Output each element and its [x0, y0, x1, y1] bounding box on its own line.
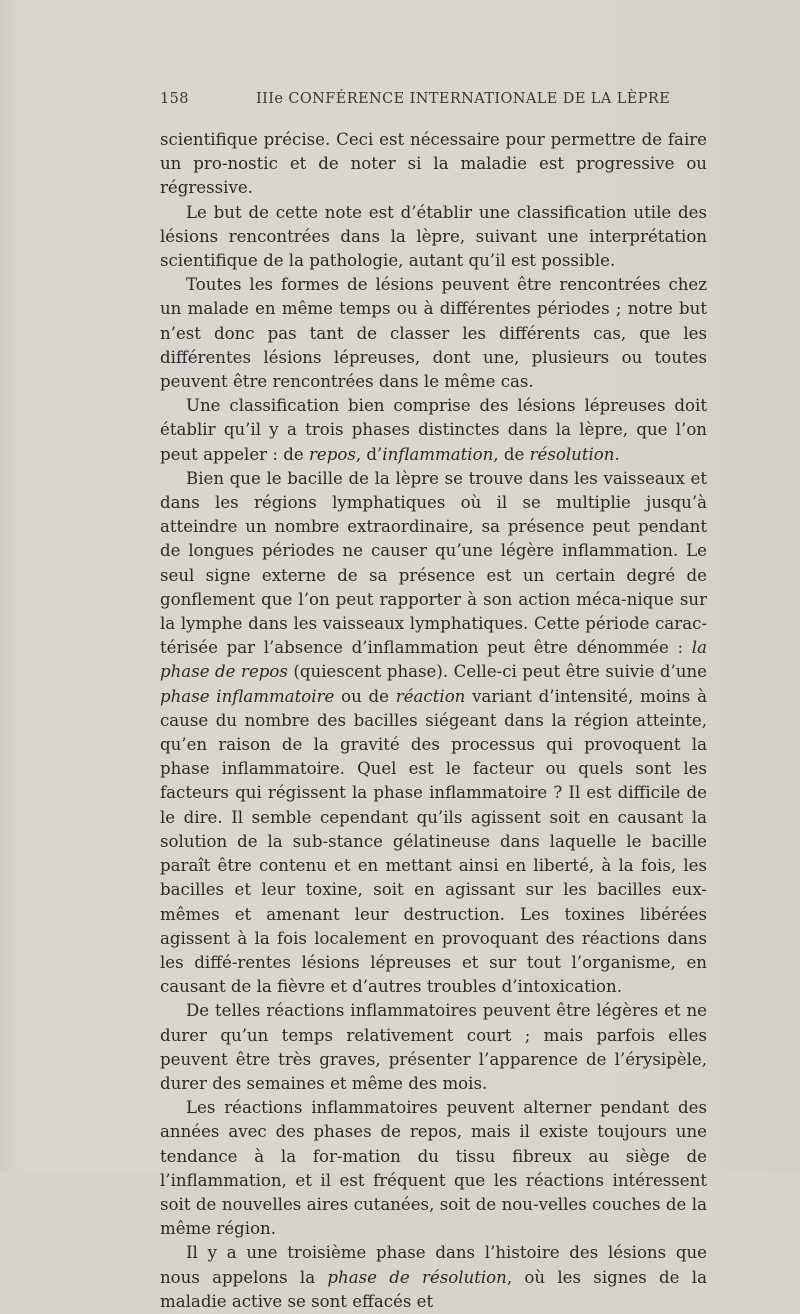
italic-term-reaction: réaction	[395, 686, 466, 706]
page-header	[160, 91, 671, 113]
italic-term-phase-inflammatoire: phase inflammatoire	[160, 686, 335, 706]
text-span: Toutes les formes de lésions peuvent être rencontrées chez un malade en même temps ou à différentes périodes ; notre but n’est donc pas tant de classer les différents cas, que les différentes lésions lépreuses, dont une, plusieurs ou toutes peuvent être rencontrées dans le même cas.	[160, 275, 707, 392]
text-span: .	[614, 444, 620, 464]
paragraph-2	[160, 201, 707, 274]
text-span: (quiescent phase). Celle-ci peut être suivie d’une	[287, 662, 707, 682]
paragraph-7	[160, 1096, 707, 1241]
page-number: 158	[160, 91, 189, 107]
running-title: IIIe CONFÉRENCE INTERNATIONALE DE LA LÈPRE	[256, 91, 671, 107]
text-span: Les réactions inflammatoires peuvent alterner pendant des années avec des phases de repos, mais il existe toujours une tendance à la for-mation du tissu fibreux au siège de l’inflammation, et il est fréquent que les réactions intéressent soit de nouvelles aires cutanées, soit de nou-velles couches de la même région.	[160, 1098, 707, 1239]
text-span: De telles réactions inflammatoires peuvent être légères et ne durer qu’un temps relativement court ; mais parfois elles peuvent être très graves, présenter l’apparence de l’érysipèle, durer des semaines et même des mois.	[160, 1001, 707, 1093]
italic-term-repos: repos	[308, 444, 356, 464]
italic-term-resolution: résolution	[529, 444, 615, 464]
paragraph-3	[160, 273, 707, 394]
text-span: , d’	[355, 444, 383, 464]
paragraph-1	[160, 128, 707, 201]
text-span: , de	[493, 444, 530, 464]
paragraph-4	[160, 394, 707, 467]
text-span: scientifique précise. Ceci est nécessaire pour permettre de faire un pro-nostic et de noter si la maladie est progressive ou régressive.	[160, 130, 707, 198]
paragraph-6	[160, 999, 707, 1096]
italic-term-phase-de-resolution: phase de résolution	[327, 1267, 507, 1287]
text-span: , où les signes de la maladie active se sont effacés et	[160, 1267, 707, 1311]
text-span: Il y a une troisième phase dans l’histoire des lésions que nous appelons la	[160, 1243, 707, 1287]
paragraph-8	[160, 1241, 707, 1314]
text-span: Le but de cette note est d’établir une classification utile des lésions rencontrées dans la lèpre, suivant une interprétation scientifique de la pathologie, autant qu’il est possible.	[160, 202, 707, 271]
italic-term-phase-de-repos: la phase de repos	[160, 638, 707, 682]
text-span: ou de	[334, 686, 396, 706]
text-span: Une classification bien comprise des lésions lépreuses doit établir qu’il y a trois phases distinctes dans la lèpre, que l’on peut appeler : de	[160, 396, 707, 464]
paragraph-5	[160, 467, 707, 999]
text-span: variant d’intensité, moins à cause du nombre des bacilles siégeant dans la région atteinte, qu’en raison de la gravité des processus qui provoquent la phase inflammatoire. Quel est le facteur ou quels sont les facteurs qui régissent la phase inflammatoire ? Il est difficile de le dire. Il semble cependant qu’ils agissent soit en causant la solution de la sub-stance gélatineuse dans laquelle le bacille paraît être contenu et en mettant ainsi en liberté, à la fois, les bacilles et leur toxine, soit en agissant sur les bacilles eux-mêmes et amenant leur destruction. Les toxines libérées agissent à la fois localement en provoquant des réactions dans les diffé-rentes lésions lépreuses et sur tout l’organisme, en causant de la fièvre et d’autres troubles d’intoxication.	[160, 686, 707, 997]
italic-term-inflammation: inflammation	[382, 444, 494, 464]
body-text	[160, 128, 707, 1314]
text-span: Bien que le bacille de la lèpre se trouve dans les vaisseaux et dans les régions lymphatiques où il se multiplie jusqu’à atteindre un nombre extraordinaire, sa présence peut pendant de longues périodes ne causer qu’une légère inflammation. Le seul signe externe de sa présence est un certain degré de gonflement que l’on peut rapporter à son action méca-nique sur la lymphe dans les vaisseaux lymphatiques. Cette période carac-térisée par l’absence d’inflammation peut être dénommée :	[160, 468, 707, 658]
